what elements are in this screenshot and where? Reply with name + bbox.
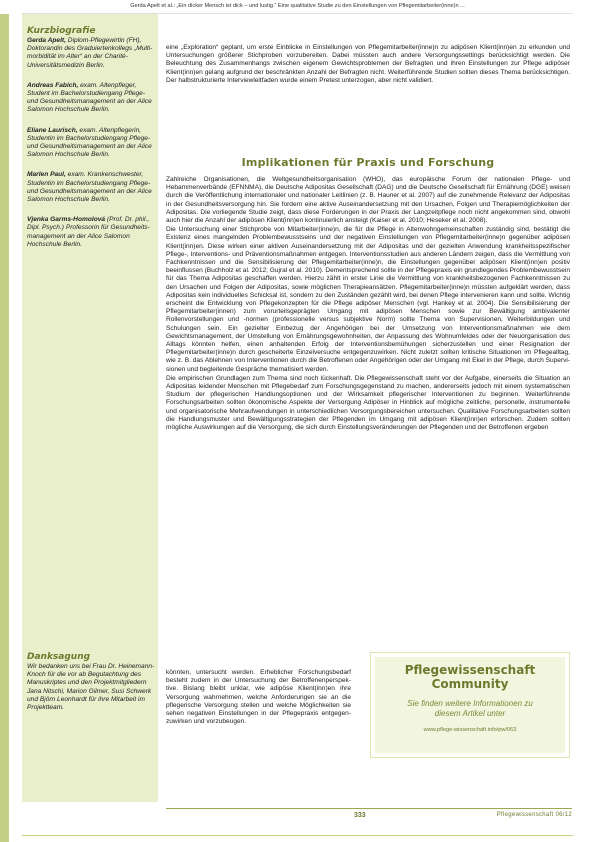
bottom-rule xyxy=(22,835,573,836)
page-number: 333 xyxy=(354,812,366,819)
community-title xyxy=(375,663,565,691)
journal-name: Pflegewissenschaft 06/12 xyxy=(496,812,572,818)
community-title-line: Pflegewissenschaft xyxy=(404,663,536,677)
biography-entry xyxy=(27,216,155,249)
body-paragraph: Zahlreiche Organisationen, die Weltgesundheitsorganisation (WHO), das europäische Forum der nationalen Pflege- und Hebammenverbände (EFNNMA), die Deutsche Adipositas Gesellschaft (DAG) und die Deutsche Gesellschaft für Ernährung (DGE) weisen durch die Veröffentlichung internationaler und nationaler Leitlinien (z. B. Hauner et al. 2007) auf die zunehmende Relevanz der Adipositas in der Gesundheitsversorgung hin. Sie fordern eine aktive Auseinandersetzung mit den Ursachen, Folgen und Therapiemöglichkeiten der Adipositas. Die vorliegende Studie zeigt, dass diese Forderungen in der Praxis der Langzeitpflege noch nicht angekommen sind, obwohl auch hier die Anzahl der adipösen Klient(inn)en kontinuierlich ansteigt (Kaiser et al. 2010; Heseker et al. 2008). xyxy=(166,176,570,225)
biography-entry xyxy=(27,171,155,204)
community-box xyxy=(370,652,570,758)
page-footer xyxy=(166,808,572,822)
author-name: Eliane Laurisch, xyxy=(27,126,78,134)
community-subtitle-line: Sie finden weitere Informationen zu xyxy=(407,699,533,708)
body-paragraph: Die empirischen Grundlagen zum Thema sind noch lückenhaft. Die Pflegewissenschaft steht vor der Aufgabe, einerseits die Situation an Adipositas leidender Menschen mit Pflegebedarf zum Forschungsgegenstand zu machen, andererseits jedoch mit einem systematischen Studium der pflegerischen Handlungsoptionen und der Wirksamkeit pflegerischer Interventionen zu beginnen. Weiterführende Forschungsarbeiten sollten ökonomische Aspekte der Versorgung Adipöser in Hinblick auf mögliche zeitliche, personelle, instrumentelle und organisatorische Mehraufwendungen in unterschiedlichen Versorgungsbereichen untersuchen. Qualitative Forschungsarbeiten sollten die Handlungsmuster und Bewältigungsstrategien der Pflegenden im Umgang mit adipösen Klient(inn)en erforschen. Zudem sollten mögliche Auswirkungen auf die Versorgung, die sich durch Einstellungsveränderungen der Pflegenden und der Betroffenen ergeben xyxy=(166,374,570,432)
author-bio: exam. Krankenschwester, Studentin im Bachelorstudiengang Pflege- und Gesundheitsmanagement an der Alice Salomon Hochschule Berlin. xyxy=(27,171,152,204)
biography-entry xyxy=(27,82,155,115)
biography-entry xyxy=(27,37,155,70)
body-paragraph: Die Untersuchung einer Stichprobe von Mitarbeiter(inne)n, die für die Pflege in Altenwohngemeinschaften zuständig sind, bestätigt die Existenz eines mangelnden Problembewusstseins und der negativen Einstellungen von Pflegemitarbeiter(inne)n gegenüber adipösen Klient(inn)en. Diese wirken einer aktiven Auseinandersetzung mit der Adipositas und der gezielten Anwendung krankheitsspezifischer Pflege-, Interventions- und Präventionsmaßnahmen entgegen. Interventionsstudien aus anderen Ländern zeigen, dass die Vermittlung von Fachkenntnissen und die Sensibilisierung der Pflegemitarbeiter(inne)n, die Einstellungen gegenüber adipösen Klient(inn)en positiv beeinflussen (Buchholz et al. 2012; Gujral et al. 2010). Dementsprechend sollte in der Pflegepraxis ein grundlegendes Problembewusstsein für das Thema Adipositas geschaffen werden. Hierzu zählt in erster Linie die Vermittlung von krankheitsbezogenen Fachkenntnissen zu den Ursachen und Folgen der Adipositas, sowie möglichen Therapieansätzen. Pflegemitarbeiter(inne)n müssten aufgeklärt werden, dass Adipositas kein individuelles Schicksal ist, sondern zu den Zuständen gezählt wird, bei denen Pflege intervenieren kann und sollte. Wichtig erscheint die Entwicklung von Pflegekonzepten für die Pflege adipöser Menschen (vgl. Hankey et al. 2004). Die Sensibilisierung der Pflegemitarbeiter(innen) zum vorurteilsgeprägten Umgang mit adipösen Menschen sowie zur Bewältigung ambivalenter Rollenvorstellungen und -normen (professionelle versus subjektive Norm) sollte Thema von Supervisionen, Weiterbildungen und Schulungen sein. Ein gezielter Einbezug der Angehörigen bei der Umsetzung von Interventionsmaßnahmen wie dem Gewichtsmanagement, der Umstellung von Ernährungsgewohnheiten, der Anpassung des Wohnumfeldes oder der Neuorganisation des Alltags könnten helfen, einen anhaltenden Erfolg der Interventionsbemühungen sicherzustellen und einer Resignation der Pflegemitarbeiter(inne)n durch gescheiterte Einzelversuche entgegenzuwirken. Nicht zuletzt sollten kritische Situationen im Pflegealltag, wie z. B. das Ablehnen von Interventionen durch die Betroffenen oder Angehörigen oder der Umgang mit Ekel in der Pflege, durch Supervisionen und begleitende Gespräche thematisiert werden. xyxy=(166,226,570,373)
body-paragraph-narrow: könnten, untersucht werden. Erheblicher Forschungsbedarf besteht zudem in der Untersuchung der Betroffenenperspektive. Bislang bleibt unklar, wie adipöse Klient(inn)en ihre Versorgung wahrnehmen, welche Anforderungen sie an die pflegerische Versorgung stellen und welche Möglichkeiten sie sehen negativen Einstellungen in der Pflegepraxis entgegenzuwirken und vorzubeugen. xyxy=(166,669,351,726)
acknowledgement-heading: Danksagung xyxy=(27,652,91,662)
author-name: Andreas Fabich, xyxy=(27,81,79,89)
author-name: Vjenka Garms-Homolová xyxy=(27,216,106,224)
running-head: Gerda Apelt et al.: „Ein dicker Mensch ist dick – und lustig.“ Eine qualitative Studie zu den Einstellungen von Pflegemitarbeiter(inne)n ... xyxy=(22,0,573,14)
acknowledgement-text: Wir bedanken uns bei Frau Dr. Heinemann-Knoch für die vor ab Begutachtung des Manuskriptes und den Projektmitgliedern Jana Nitschi, Marion Gilmer, Susi Schwerk und Björn Leonhardt für ihre Mitarbeit im Projektteam. xyxy=(27,663,155,712)
section-heading: Implikationen für Praxis und Forschung xyxy=(241,156,495,169)
author-name: Gerda Apelt, xyxy=(27,37,66,44)
biography-heading: Kurzbiografie xyxy=(27,26,96,36)
intro-paragraph: eine „Exploration“ geplant, um erste Einblicke in Einstellungen von Pflegemitarbeiter(inne)n zu adipösen Klient(inn)en zu erkunden und Untersuchungen größerer Stichproben vorzubereiten. Dabei müssten auch andere Versorgungssettings berücksichtigt werden. Die Beleuchtung des Zusammenhangs zwischen eigenem Gewichtsproblemen der Befragten und ihren Einstellungen zur Pflege adipöser Klient(inn)en gelang aufgrund der beschränkten Anzahl der Befragten nicht. Weiterführende Studien sollten dieses Thema berücksichtigen. Der halbstrukturierte Interviewleitfaden wurde einem Pretest unterzogen, aber nicht validiert. xyxy=(166,44,570,84)
author-bio: exam. Altenpfleger, Student im Bachelorstudiengang Pflege- und Gesundheitsmanagement an der Alice Salomon Hochschule Berlin. xyxy=(27,81,152,114)
left-accent-stripe xyxy=(0,14,9,842)
community-box-inner xyxy=(375,657,565,753)
author-biographies xyxy=(27,26,155,261)
author-bio: Diplom-Pflegewirtin (FH), Doktorandin des Graduiertenkollegs „Multimorbidität im Alter“ an der Charité-Universitätsmedizin Berlin. xyxy=(27,37,153,69)
author-name: Marlen Paul, xyxy=(27,171,66,179)
community-title-line: Community xyxy=(431,677,509,691)
community-url[interactable]: www.pflege-wissenschaft.info/pw/063 xyxy=(423,727,517,733)
body-text xyxy=(166,176,570,433)
community-subtitle xyxy=(375,699,565,719)
author-bio: (Prof. Dr. phil., Dipl. Psych.) Professorin für Gesundheitsmanagement an der Alice Salomon Hochschule Berlin. xyxy=(27,216,150,248)
biography-entry xyxy=(27,127,155,160)
community-subtitle-line: diesem Artikel unter xyxy=(434,709,506,718)
author-bio: exam. Altenpflegerin, Studentin im Bachelorstudiengang Pflege- und Gesundheitsmanagement an der Alice Salomon Hochschule Berlin. xyxy=(27,126,152,159)
acknowledgement xyxy=(27,652,155,724)
